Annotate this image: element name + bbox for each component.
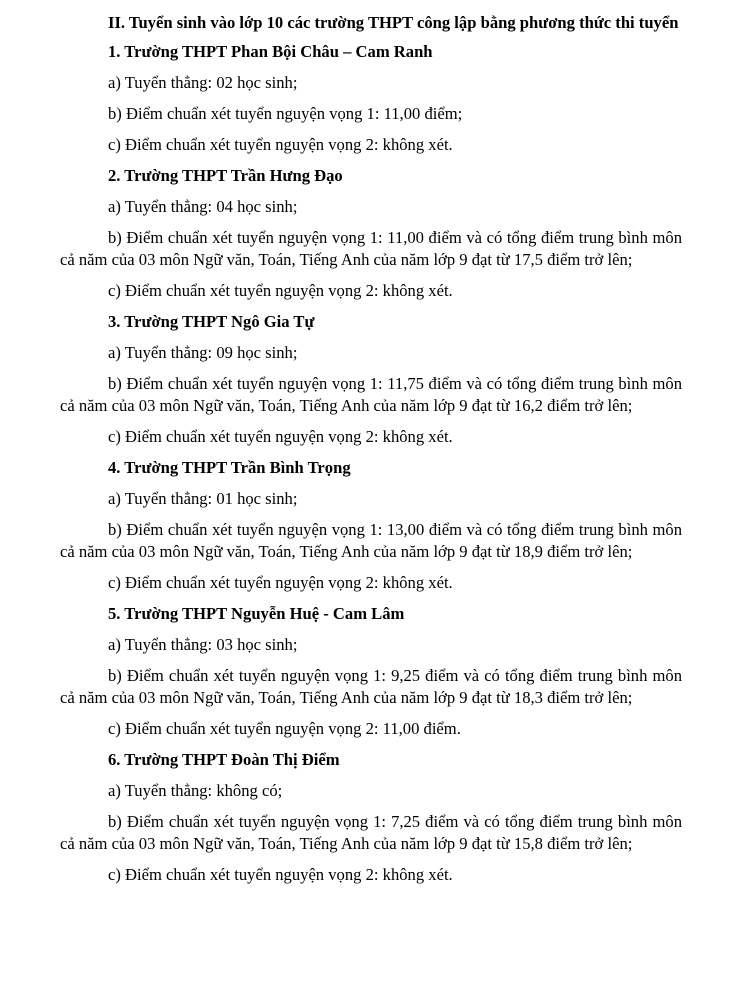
school-title: 5. Trường THPT Nguyễn Huệ - Cam Lâm bbox=[108, 604, 405, 623]
item-a-direct-admission: a) Tuyển thẳng: 04 học sinh; bbox=[108, 197, 298, 216]
item-c-cutoff-nv2: c) Điểm chuẩn xét tuyển nguyện vọng 2: 11,00 điểm. bbox=[108, 719, 461, 738]
item-a-direct-admission: a) Tuyển thẳng: không có; bbox=[108, 781, 283, 800]
item-a-direct-admission: a) Tuyển thẳng: 09 học sinh; bbox=[108, 343, 298, 362]
school-title: 6. Trường THPT Đoàn Thị Điểm bbox=[108, 750, 340, 769]
school-title: 3. Trường THPT Ngô Gia Tự bbox=[108, 312, 315, 331]
item-a-direct-admission: a) Tuyển thẳng: 03 học sinh; bbox=[108, 635, 298, 654]
school-section-5 bbox=[60, 603, 682, 740]
item-a-direct-admission: a) Tuyển thẳng: 02 học sinh; bbox=[108, 73, 298, 92]
item-a-direct-admission: a) Tuyển thẳng: 01 học sinh; bbox=[108, 489, 298, 508]
item-b-cutoff-nv1: b) Điểm chuẩn xét tuyển nguyện vọng 1: 11,00 điểm; bbox=[108, 104, 463, 123]
item-c-cutoff-nv2: c) Điểm chuẩn xét tuyển nguyện vọng 2: không xét. bbox=[108, 135, 453, 154]
school-title: 4. Trường THPT Trần Bình Trọng bbox=[108, 458, 351, 477]
school-section-1 bbox=[60, 41, 682, 156]
school-title: 1. Trường THPT Phan Bội Châu – Cam Ranh bbox=[108, 42, 433, 61]
school-title: 2. Trường THPT Trần Hưng Đạo bbox=[108, 166, 343, 185]
item-c-cutoff-nv2: c) Điểm chuẩn xét tuyển nguyện vọng 2: không xét. bbox=[108, 427, 453, 446]
school-section-2 bbox=[60, 165, 682, 302]
school-section-6 bbox=[60, 749, 682, 886]
school-section-4 bbox=[60, 457, 682, 594]
section-heading: II. Tuyển sinh vào lớp 10 các trường THPT công lập bằng phương thức thi tuyển bbox=[108, 13, 679, 32]
item-c-cutoff-nv2: c) Điểm chuẩn xét tuyển nguyện vọng 2: không xét. bbox=[108, 573, 453, 592]
item-b-cutoff-nv1: b) Điểm chuẩn xét tuyển nguyện vọng 1: 9,25 điểm và có tổng điểm trung bình môn cả năm của 03 môn Ngữ văn, Toán, Tiếng Anh của năm lớp 9 đạt từ 18,3 điểm trở lên; bbox=[60, 666, 682, 707]
item-b-cutoff-nv1: b) Điểm chuẩn xét tuyển nguyện vọng 1: 7,25 điểm và có tổng điểm trung bình môn cả năm của 03 môn Ngữ văn, Toán, Tiếng Anh của năm lớp 9 đạt từ 15,8 điểm trở lên; bbox=[60, 812, 682, 853]
item-c-cutoff-nv2: c) Điểm chuẩn xét tuyển nguyện vọng 2: không xét. bbox=[108, 281, 453, 300]
item-b-cutoff-nv1: b) Điểm chuẩn xét tuyển nguyện vọng 1: 11,00 điểm và có tổng điểm trung bình môn cả năm của 03 môn Ngữ văn, Toán, Tiếng Anh của năm lớp 9 đạt từ 17,5 điểm trở lên; bbox=[60, 228, 682, 269]
school-section-3 bbox=[60, 311, 682, 448]
item-b-cutoff-nv1: b) Điểm chuẩn xét tuyển nguyện vọng 1: 13,00 điểm và có tổng điểm trung bình môn cả năm của 03 môn Ngữ văn, Toán, Tiếng Anh của năm lớp 9 đạt từ 18,9 điểm trở lên; bbox=[60, 520, 682, 561]
item-b-cutoff-nv1: b) Điểm chuẩn xét tuyển nguyện vọng 1: 11,75 điểm và có tổng điểm trung bình môn cả năm của 03 môn Ngữ văn, Toán, Tiếng Anh của năm lớp 9 đạt từ 16,2 điểm trở lên; bbox=[60, 374, 682, 415]
item-c-cutoff-nv2: c) Điểm chuẩn xét tuyển nguyện vọng 2: không xét. bbox=[108, 865, 453, 884]
